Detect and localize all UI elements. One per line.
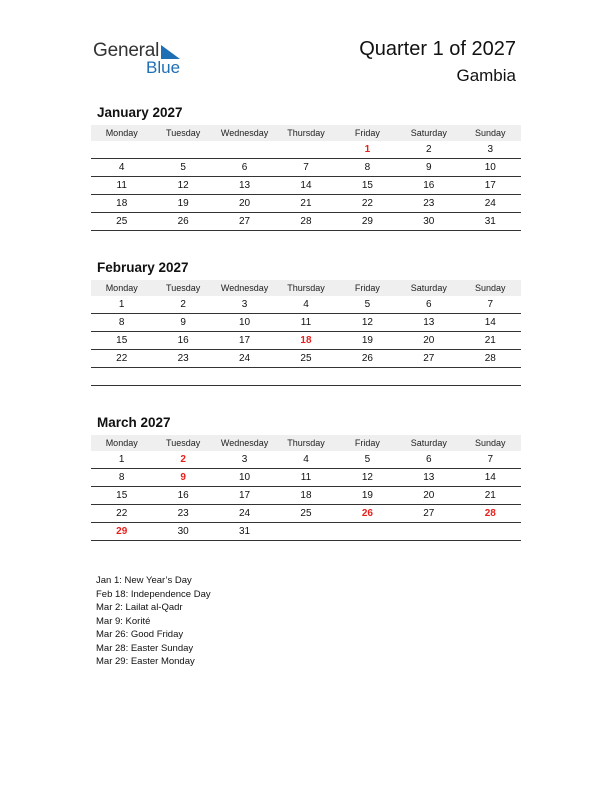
day-cell: 17: [214, 487, 275, 505]
week-row: [91, 141, 521, 159]
week-row: [91, 350, 521, 368]
day-cell: 25: [275, 350, 336, 368]
holiday-item: Jan 1: New Year’s Day: [96, 575, 192, 586]
day-cell: 21: [460, 332, 521, 350]
day-cell: 29: [337, 213, 398, 231]
day-cell: 24: [214, 505, 275, 523]
weekday-header: Friday: [337, 435, 398, 451]
empty-day-cell: [152, 141, 213, 159]
week-row: [91, 177, 521, 195]
day-cell: 10: [460, 159, 521, 177]
weekday-header: Sunday: [460, 435, 521, 451]
day-cell: 10: [214, 469, 275, 487]
day-cell: 12: [337, 469, 398, 487]
day-cell: 15: [91, 332, 152, 350]
day-cell: 6: [398, 451, 459, 469]
day-cell: 7: [460, 451, 521, 469]
day-cell: 15: [337, 177, 398, 195]
day-cell: 20: [398, 487, 459, 505]
day-cell: 19: [152, 195, 213, 213]
holiday-item: Mar 29: Easter Monday: [96, 656, 195, 667]
weekday-header: Saturday: [398, 125, 459, 141]
day-cell: 1: [91, 451, 152, 469]
country-name: Gambia: [456, 66, 516, 85]
day-cell: 25: [91, 213, 152, 231]
day-cell: 4: [275, 451, 336, 469]
day-cell: 22: [337, 195, 398, 213]
month-block-february: [91, 259, 521, 386]
calendar-table: [91, 280, 521, 386]
day-cell: 9: [152, 314, 213, 332]
weekday-header: Thursday: [275, 280, 336, 296]
day-cell: 26: [152, 213, 213, 231]
week-row: [91, 332, 521, 350]
empty-day-cell: [460, 523, 521, 541]
day-cell: 25: [275, 505, 336, 523]
day-cell: 1: [91, 296, 152, 314]
day-cell: 21: [275, 195, 336, 213]
day-cell: 30: [398, 213, 459, 231]
day-cell: 22: [91, 505, 152, 523]
weekday-header: Sunday: [460, 280, 521, 296]
empty-day-cell: [275, 523, 336, 541]
day-cell: 31: [214, 523, 275, 541]
logo: [93, 40, 193, 80]
weekday-header: Monday: [91, 125, 152, 141]
day-cell: 13: [214, 177, 275, 195]
day-cell: 6: [214, 159, 275, 177]
weekday-header: Friday: [337, 280, 398, 296]
weekday-header: Monday: [91, 435, 152, 451]
calendar-table: [91, 435, 521, 541]
day-cell: 7: [460, 296, 521, 314]
month-block-march: [91, 414, 521, 541]
day-cell: 4: [275, 296, 336, 314]
day-cell: 11: [91, 177, 152, 195]
weekday-header: Saturday: [398, 435, 459, 451]
holiday-day-cell: 26: [337, 505, 398, 523]
empty-day-cell: [337, 368, 398, 386]
day-cell: 8: [91, 469, 152, 487]
day-cell: 5: [152, 159, 213, 177]
empty-day-cell: [398, 523, 459, 541]
day-cell: 21: [460, 487, 521, 505]
holiday-day-cell: 9: [152, 469, 213, 487]
weekday-header: Wednesday: [214, 125, 275, 141]
week-row: [91, 523, 521, 541]
holiday-item: Mar 9: Korité: [96, 615, 151, 627]
day-cell: 10: [214, 314, 275, 332]
holiday-day-cell: 1: [337, 141, 398, 159]
weekday-header: Monday: [91, 280, 152, 296]
logo-general-text: General: [93, 40, 160, 61]
day-cell: 17: [214, 332, 275, 350]
weekday-header: Tuesday: [152, 435, 213, 451]
week-row: [91, 487, 521, 505]
day-cell: 13: [398, 314, 459, 332]
week-row: [91, 469, 521, 487]
day-cell: 15: [91, 487, 152, 505]
day-cell: 16: [152, 332, 213, 350]
day-cell: 12: [152, 177, 213, 195]
week-row: [91, 314, 521, 332]
holiday-list: [96, 574, 211, 669]
day-cell: 3: [460, 141, 521, 159]
weekday-header: Friday: [337, 125, 398, 141]
holiday-item: Mar 2: Lailat al-Qadr: [96, 602, 183, 613]
day-cell: 27: [214, 213, 275, 231]
day-cell: 28: [275, 213, 336, 231]
day-cell: 8: [337, 159, 398, 177]
day-cell: 27: [398, 350, 459, 368]
day-cell: 16: [152, 487, 213, 505]
day-cell: 20: [398, 332, 459, 350]
day-cell: 3: [214, 296, 275, 314]
holiday-item: Mar 28: Easter Sunday: [96, 642, 194, 654]
day-cell: 30: [152, 523, 213, 541]
day-cell: 14: [275, 177, 336, 195]
month-title: March 2027: [97, 415, 171, 430]
day-cell: 13: [398, 469, 459, 487]
day-cell: 16: [398, 177, 459, 195]
day-cell: 19: [337, 487, 398, 505]
day-cell: 27: [398, 505, 459, 523]
week-row: [91, 159, 521, 177]
empty-day-cell: [275, 368, 336, 386]
day-cell: 23: [152, 505, 213, 523]
weekday-header: Wednesday: [214, 280, 275, 296]
empty-day-cell: [214, 141, 275, 159]
empty-day-cell: [275, 141, 336, 159]
holiday-day-cell: 18: [275, 332, 336, 350]
holiday-item: Feb 18: Independence Day: [96, 588, 211, 600]
holiday-day-cell: 29: [91, 523, 152, 541]
day-cell: 3: [214, 451, 275, 469]
day-cell: 23: [152, 350, 213, 368]
day-cell: 28: [460, 350, 521, 368]
calendar-table: [91, 125, 521, 231]
day-cell: 19: [337, 332, 398, 350]
day-cell: 9: [398, 159, 459, 177]
day-cell: 24: [214, 350, 275, 368]
day-cell: 5: [337, 451, 398, 469]
weekday-header: Tuesday: [152, 125, 213, 141]
day-cell: 24: [460, 195, 521, 213]
empty-day-cell: [398, 368, 459, 386]
day-cell: 7: [275, 159, 336, 177]
day-cell: 2: [398, 141, 459, 159]
day-cell: 20: [214, 195, 275, 213]
day-cell: 22: [91, 350, 152, 368]
day-cell: 11: [275, 314, 336, 332]
day-cell: 8: [91, 314, 152, 332]
page-title: Quarter 1 of 2027: [359, 38, 516, 60]
week-row: [91, 505, 521, 523]
day-cell: 5: [337, 296, 398, 314]
day-cell: 17: [460, 177, 521, 195]
day-cell: 18: [91, 195, 152, 213]
day-cell: 6: [398, 296, 459, 314]
day-cell: 18: [275, 487, 336, 505]
month-title: February 2027: [97, 260, 189, 275]
month-title: January 2027: [97, 105, 183, 120]
day-cell: 12: [337, 314, 398, 332]
week-row: [91, 451, 521, 469]
day-cell: 26: [337, 350, 398, 368]
empty-day-cell: [460, 368, 521, 386]
empty-day-cell: [214, 368, 275, 386]
day-cell: 14: [460, 469, 521, 487]
week-row: [91, 368, 521, 386]
holiday-day-cell: 2: [152, 451, 213, 469]
weekday-header: Thursday: [275, 435, 336, 451]
day-cell: 14: [460, 314, 521, 332]
month-block-january: [91, 104, 521, 231]
week-row: [91, 296, 521, 314]
day-cell: 4: [91, 159, 152, 177]
holiday-day-cell: 28: [460, 505, 521, 523]
week-row: [91, 213, 521, 231]
empty-day-cell: [337, 523, 398, 541]
day-cell: 2: [152, 296, 213, 314]
empty-day-cell: [152, 368, 213, 386]
day-cell: 23: [398, 195, 459, 213]
day-cell: 31: [460, 213, 521, 231]
logo-blue-text: Blue: [146, 58, 181, 77]
weekday-header: Thursday: [275, 125, 336, 141]
weekday-header: Wednesday: [214, 435, 275, 451]
weekday-header: Sunday: [460, 125, 521, 141]
holiday-item: Mar 26: Good Friday: [96, 629, 184, 640]
weekday-header: Saturday: [398, 280, 459, 296]
empty-day-cell: [91, 141, 152, 159]
week-row: [91, 195, 521, 213]
empty-day-cell: [91, 368, 152, 386]
day-cell: 11: [275, 469, 336, 487]
weekday-header: Tuesday: [152, 280, 213, 296]
